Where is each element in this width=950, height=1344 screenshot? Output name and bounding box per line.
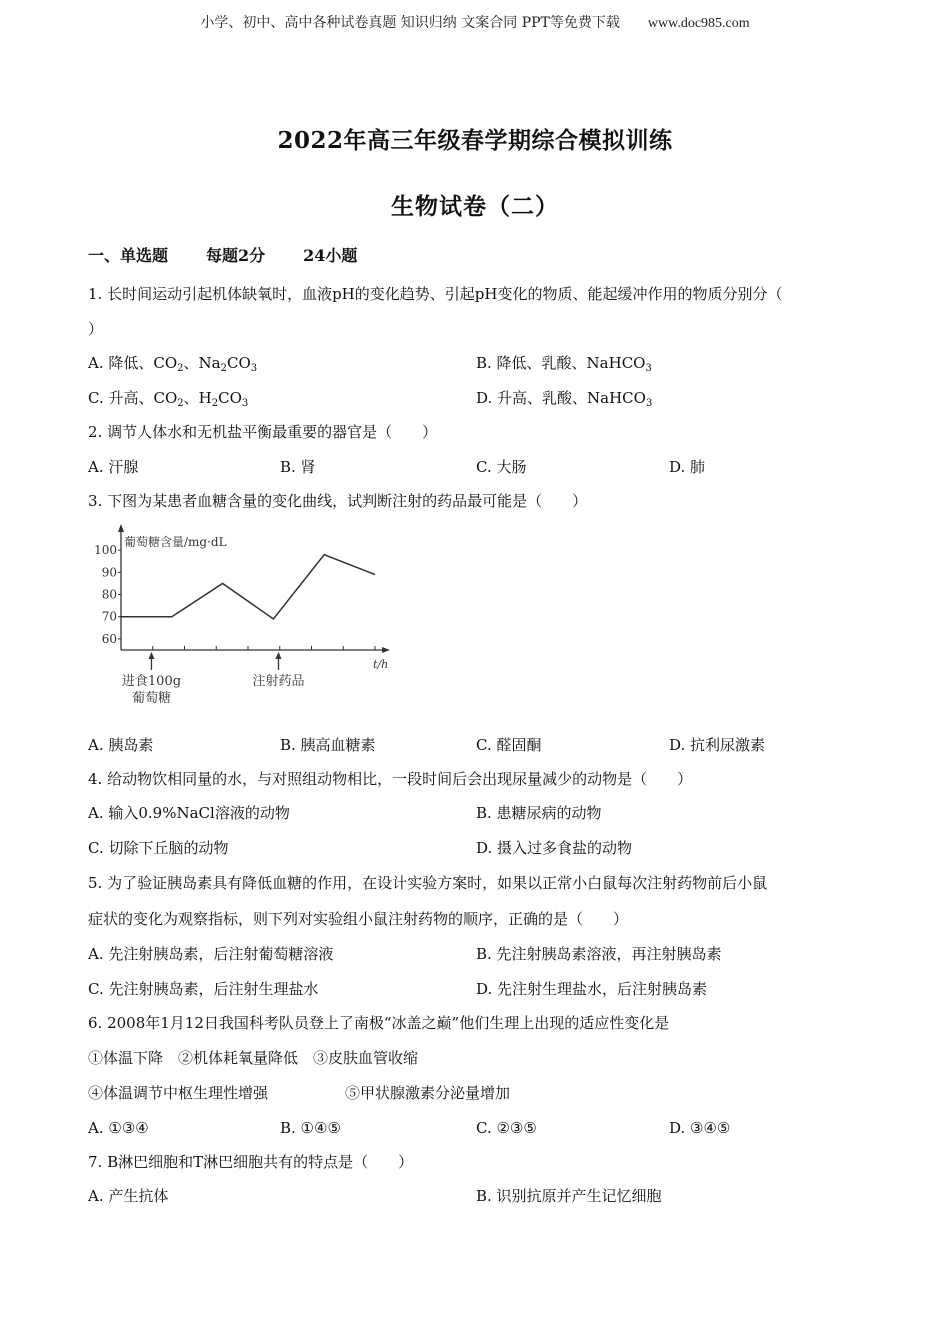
q3-option-c: C. 醛固酮 <box>476 736 542 754</box>
q6-option-b: B. ①④⑤ <box>280 1119 341 1137</box>
q3-option-d: D. 抗利尿激素 <box>669 736 766 754</box>
annotation-label-line2: 葡萄糖 <box>131 691 171 706</box>
y-tick-label: 60 <box>101 631 117 646</box>
x-axis-label: t/h <box>373 658 389 671</box>
q7-stem: 7. B淋巴细胞和T淋巴细胞共有的特点是（ ） <box>88 1153 414 1171</box>
q6-items-2b: ⑤甲状腺激素分泌量增加 <box>345 1084 511 1102</box>
chart-annotations <box>122 652 305 706</box>
q6-option-d: D. ③④⑤ <box>669 1119 731 1137</box>
y-tick-label: 70 <box>101 609 117 624</box>
q6-stem: 6. 2008年1月12日我国科考队员登上了南极“冰盖之巅”他们生理上出现的适应性变化是 <box>88 1014 670 1032</box>
y-ticks <box>94 543 121 646</box>
q1-stem-end: ） <box>88 320 104 338</box>
q2-stem: 2. 调节人体水和无机盐平衡最重要的器官是（ ） <box>88 423 438 441</box>
q4-option-b: B. 患糖尿病的动物 <box>476 804 602 822</box>
q6-option-c: C. ②③⑤ <box>476 1119 537 1137</box>
header-text: 小学、初中、高中各种试卷真题 知识归纳 文案合同 PPT等免费下载 <box>200 15 620 31</box>
q6-items-2a: ④体温调节中枢生理性增强 <box>88 1084 269 1102</box>
q5-stem-1: 5. 为了验证胰岛素具有降低血糖的作用，在设计实验方案时，如果以正常小白鼠每次注射药物前后小鼠 <box>88 874 768 892</box>
glucose-series-line <box>121 555 375 619</box>
q6-items-1: ①体温下降 ②机体耗氧量降低 ③皮肤血管收缩 <box>88 1049 419 1067</box>
q4-option-a: A. 输入0.9%NaCl溶液的动物 <box>88 804 290 822</box>
q2-option-d: D. 肺 <box>669 458 706 476</box>
q1-option-d: D. 升高、乳酸、NaHCO$_3$ <box>476 389 653 409</box>
section-count: 24小题 <box>303 246 358 265</box>
annotation-arrowhead <box>275 652 281 659</box>
q4-option-c: C. 切除下丘脑的动物 <box>88 839 229 857</box>
q2-option-a: A. 汗腺 <box>88 458 139 476</box>
section-points: 每题2分 <box>206 246 266 265</box>
q5-option-b: B. 先注射胰岛素溶液，再注射胰岛素 <box>476 945 722 963</box>
q3-stem: 3. 下图为某患者血糖含量的变化曲线，试判断注射的药品最可能是（ ） <box>88 492 588 510</box>
y-tick-label: 100 <box>94 543 117 558</box>
header-site[interactable]: www.doc985.com <box>647 16 750 31</box>
q1-option-b: B. 降低、乳酸、NaHCO$_3$ <box>476 354 652 374</box>
q5-stem-2: 症状的变化为观察指标，则下列对实验组小鼠注射药物的顺序，正确的是（ ） <box>88 910 629 928</box>
q3-option-b: B. 胰高血糖素 <box>280 736 376 754</box>
annotation-label: 注射药品 <box>252 674 305 689</box>
exam-subtitle: 生物试卷（二） <box>391 193 559 220</box>
q7-option-b: B. 识别抗原并产生记忆细胞 <box>476 1187 662 1205</box>
q4-stem: 4. 给动物饮相同量的水，与对照组动物相比，一段时间后会出现尿量减少的动物是（ ） <box>88 770 693 788</box>
q2-option-b: B. 肾 <box>280 458 316 476</box>
q5-option-a: A. 先注射胰岛素，后注射葡萄糖溶液 <box>88 945 334 963</box>
q2-option-c: C. 大肠 <box>476 458 527 476</box>
section-name: 一、单选题 <box>88 246 169 265</box>
section-heading <box>88 246 357 266</box>
page-header <box>0 12 950 32</box>
q4-option-d: D. 摄入过多食盐的动物 <box>476 839 633 857</box>
q1-option-c: C. 升高、$CO_2$、$H_2CO_3$ <box>88 389 249 409</box>
q3-option-a: A. 胰岛素 <box>88 736 154 754</box>
q7-option-a: A. 产生抗体 <box>88 1187 169 1205</box>
q1-stem: 1. 长时间运动引起机体缺氧时，血液pH的变化趋势、引起pH变化的物质、能起缓冲作用的物质分别分（ <box>88 285 783 303</box>
q5-option-c: C. 先注射胰岛素，后注射生理盐水 <box>88 980 319 998</box>
annotation-arrowhead <box>148 652 154 659</box>
blood-glucose-chart <box>94 520 400 720</box>
x-axis-arrow <box>382 647 390 653</box>
q5-option-d: D. 先注射生理盐水，后注射胰岛素 <box>476 980 708 998</box>
y-axis-arrow <box>118 524 124 532</box>
q6-option-a: A. ①③④ <box>88 1119 149 1137</box>
exam-title: 2022年高三年级春学期综合模拟训练 <box>277 127 673 154</box>
q1-option-a: A. 降低、$CO_2$、$Na_2CO_3$ <box>88 354 258 374</box>
y-tick-label: 90 <box>101 565 117 580</box>
y-tick-label: 80 <box>101 587 117 602</box>
y-axis-label: 葡萄糖含量/mg·dL <box>124 535 227 549</box>
annotation-label: 进食100g <box>121 674 182 689</box>
